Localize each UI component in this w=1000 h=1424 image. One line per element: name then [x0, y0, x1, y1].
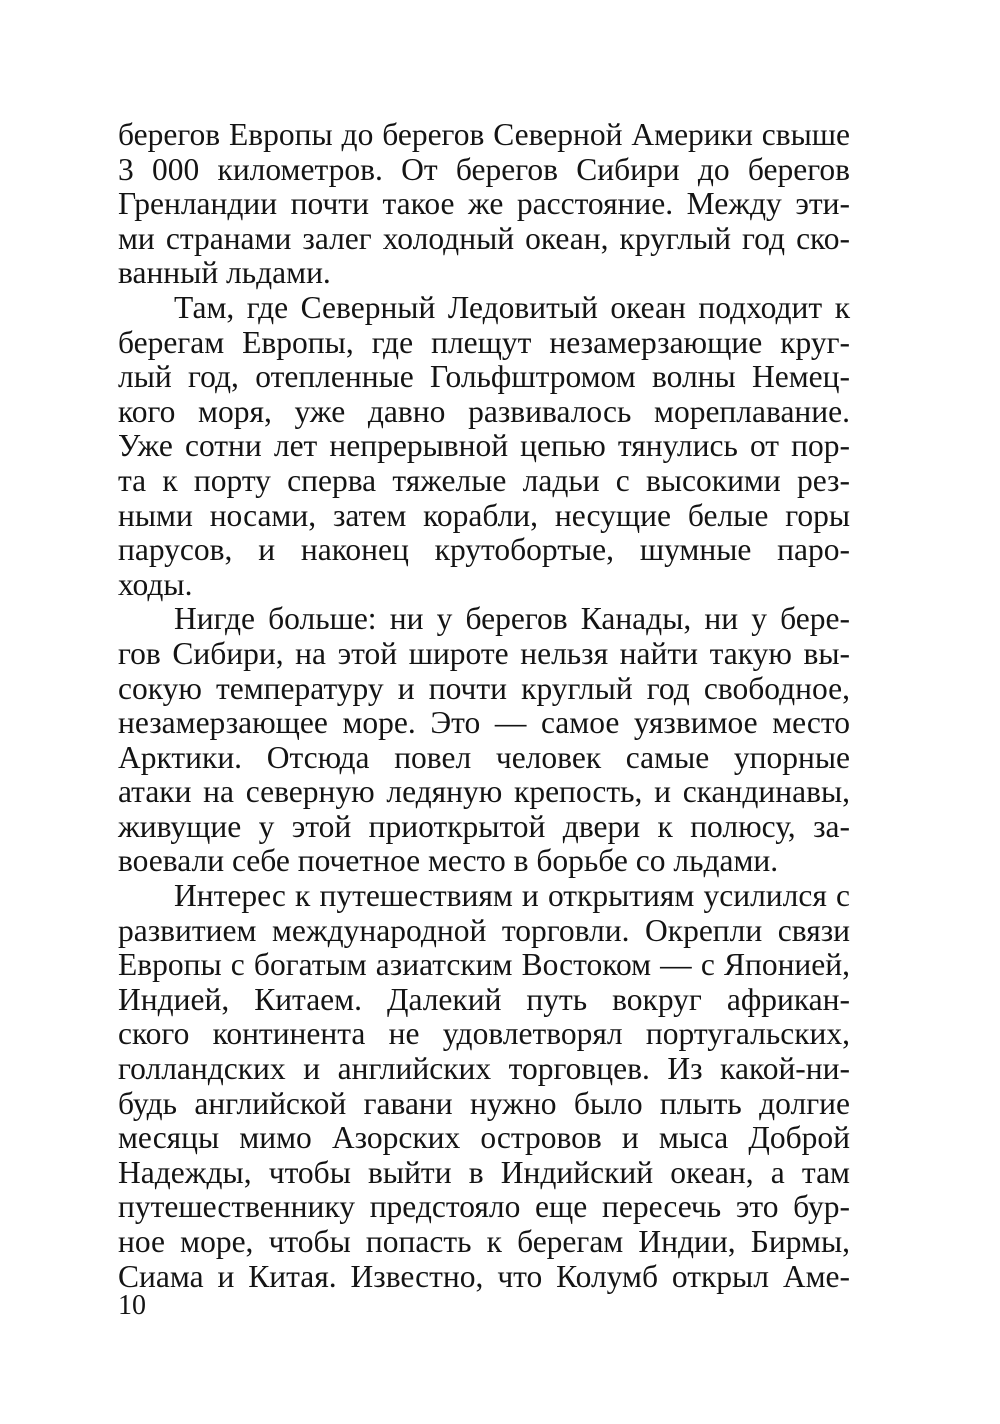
text-line: Гренландии почти такое же расстояние. Между эти- — [118, 186, 850, 222]
text-line: сокую температуру и почти круглый год свободное, — [118, 670, 850, 706]
paragraph — [118, 602, 850, 879]
text-line: развитием международной торговли. Окрепли связи — [118, 912, 850, 948]
text-line: ное море, чтобы попасть к берегам Индии, Бирмы, — [118, 1224, 850, 1259]
text-line: голландских и английских торговцев. Из какой-ни- — [118, 1051, 850, 1087]
text-line: кого моря, уже давно развивалось мореплавание. — [118, 393, 850, 429]
page-number: 10 — [118, 1290, 146, 1321]
text-line: живущие у этой приоткрытой двери к полюсу, за- — [118, 808, 850, 844]
text-line: Арктики. Отсюда повел человек самые упорные — [118, 739, 850, 775]
text-line: будь английской гавани нужно было плыть долгие — [118, 1085, 850, 1121]
text-line: Там, где Северный Ледовитый океан подходит к — [174, 289, 850, 325]
text-line: Сиама и Китая. Известно, что Колумб открыл Аме- — [118, 1258, 850, 1294]
paragraph — [118, 291, 850, 602]
text-line: Уже сотни лет непрерывной цепью тянулись от пор- — [118, 428, 850, 464]
text-line: незамерзающее море. Это — самое уязвимое место — [118, 705, 850, 741]
text-line: Европы с богатым азиатским Востоком — с Японией, — [118, 947, 850, 983]
text-line: ванный льдами. — [118, 255, 331, 291]
text-line: ходы. — [118, 566, 193, 602]
text-line: атаки на северную ледяную крепость, и скандинавы, — [118, 774, 850, 810]
paragraph — [118, 879, 850, 1294]
paragraph — [118, 118, 850, 291]
text-line: парусов, и наконец крутобортые, шумные паро- — [118, 532, 850, 568]
text-line: месяцы мимо Азорских островов и мыса Доброй — [118, 1120, 850, 1156]
text-line: берегов Европы до берегов Северной Америки свыше — [118, 117, 850, 152]
text-line: Надежды, чтобы выйти в Индийский океан, а там — [118, 1154, 850, 1190]
text-line: ными носами, затем корабли, несущие белые горы — [118, 497, 850, 533]
text-line: ми странами залег холодный океан, круглый год ско- — [118, 220, 850, 256]
text-line: 3 000 километров. От берегов Сибири до берегов — [118, 151, 850, 187]
body-text — [118, 118, 850, 1294]
text-line: берегам Европы, где плещут незамерзающие круг- — [118, 324, 850, 360]
text-line: воевали себе почетное место в борьбе со льдами. — [118, 843, 779, 879]
text-line: ского континента не удовлетворял португальских, — [118, 1016, 850, 1052]
text-line: Нигде больше: ни у берегов Канады, ни у бере- — [174, 601, 850, 637]
text-line: Индией, Китаем. Далекий путь вокруг африкан- — [118, 981, 850, 1017]
text-line: лый год, отепленные Гольфштромом волны Немец- — [118, 359, 850, 395]
text-line: та к порту сперва тяжелые ладьи с высокими рез- — [118, 462, 850, 498]
text-line: гов Сибири, на этой широте нельзя найти такую вы- — [118, 635, 850, 671]
text-line: Интерес к путешествиям и открытиям усилился с — [174, 878, 850, 914]
text-line: путешественнику предстояло еще пересечь это бур- — [118, 1189, 850, 1225]
